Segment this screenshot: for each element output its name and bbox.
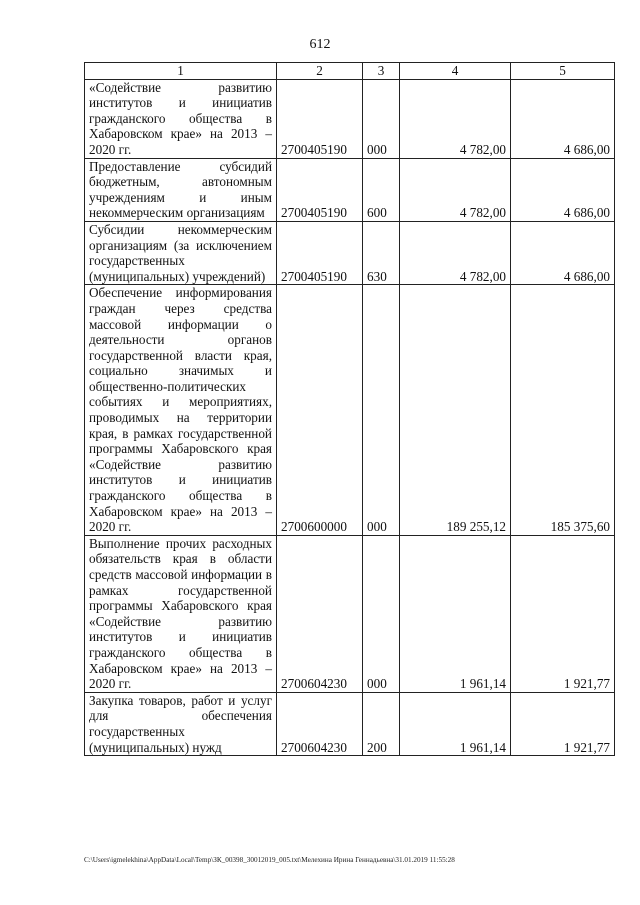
row-name-cell: Закупка товаров, работ и услуг для обеспечения государственных (муниципальных) нужд — [85, 692, 277, 755]
row-type-cell: 000 — [363, 535, 400, 692]
row-name-cell: Субсидии некоммерческим организациям (за исключением государственных (муниципальных) учреждений) — [85, 221, 277, 284]
row-value-col4: 189 255,12 — [400, 285, 511, 536]
header-col-3: 3 — [363, 63, 400, 80]
header-col-5: 5 — [511, 63, 615, 80]
row-type-cell: 630 — [363, 221, 400, 284]
row-value-col4: 1 961,14 — [400, 535, 511, 692]
row-type-cell: 200 — [363, 692, 400, 755]
row-code-cell: 2700600000 — [277, 285, 363, 536]
header-col-4: 4 — [400, 63, 511, 80]
row-value-col5: 185 375,60 — [511, 285, 615, 536]
row-value-col5: 4 686,00 — [511, 79, 615, 158]
row-code-cell: 2700604230 — [277, 535, 363, 692]
row-name-cell: Обеспечение информирования граждан через средства массовой информации о деятельности органов государственной власти края, социально значимых и общественно-политических событиях и мероприятиях, проводимых на территории края, в рамках государственной программы Хабаровского края «Содействие развитию институтов и инициатив гражданского общества в Хабаровском крае» на 2013 – 2020 гг. — [85, 285, 277, 536]
row-name-cell: Выполнение прочих расходных обязательств края в области средств массовой информации в рамках государственной программы Хабаровского края «Содействие развитию институтов и инициатив гражданского общества в Хабаровском крае» на 2013 – 2020 гг. — [85, 535, 277, 692]
row-value-col4: 4 782,00 — [400, 79, 511, 158]
budget-table — [84, 62, 615, 756]
row-code-cell: 2700405190 — [277, 221, 363, 284]
table-row — [85, 692, 615, 755]
table-row — [85, 285, 615, 536]
row-type-cell: 600 — [363, 158, 400, 221]
row-value-col5: 4 686,00 — [511, 221, 615, 284]
page-number: 612 — [309, 37, 331, 52]
table-body — [85, 79, 615, 756]
row-code-cell: 2700405190 — [277, 158, 363, 221]
table-row — [85, 535, 615, 692]
row-value-col5: 4 686,00 — [511, 158, 615, 221]
row-name-cell: Предоставление субсидий бюджетным, автономным учреждениям и иным некоммерческим организациям — [85, 158, 277, 221]
row-code-cell: 2700405190 — [277, 79, 363, 158]
row-type-cell: 000 — [363, 79, 400, 158]
row-name-cell: «Содействие развитию институтов и инициатив гражданского общества в Хабаровском крае» на 2013 – 2020 гг. — [85, 79, 277, 158]
table-row — [85, 158, 615, 221]
table-row — [85, 221, 615, 284]
table-row — [85, 79, 615, 158]
row-value-col5: 1 921,77 — [511, 692, 615, 755]
row-value-col4: 4 782,00 — [400, 221, 511, 284]
header-col-1: 1 — [85, 63, 277, 80]
row-value-col4: 4 782,00 — [400, 158, 511, 221]
header-col-2: 2 — [277, 63, 363, 80]
row-code-cell: 2700604230 — [277, 692, 363, 755]
header-row — [85, 63, 615, 80]
row-type-cell: 000 — [363, 285, 400, 536]
file-path-footer: C:\Users\igmelekhina\AppData\Local\Temp\ЗК_00398_30012019_005.txt\Мелехина Ирина Геннадьевна\31.01.2019 11:55:28 — [84, 856, 455, 864]
row-value-col4: 1 961,14 — [400, 692, 511, 755]
row-value-col5: 1 921,77 — [511, 535, 615, 692]
